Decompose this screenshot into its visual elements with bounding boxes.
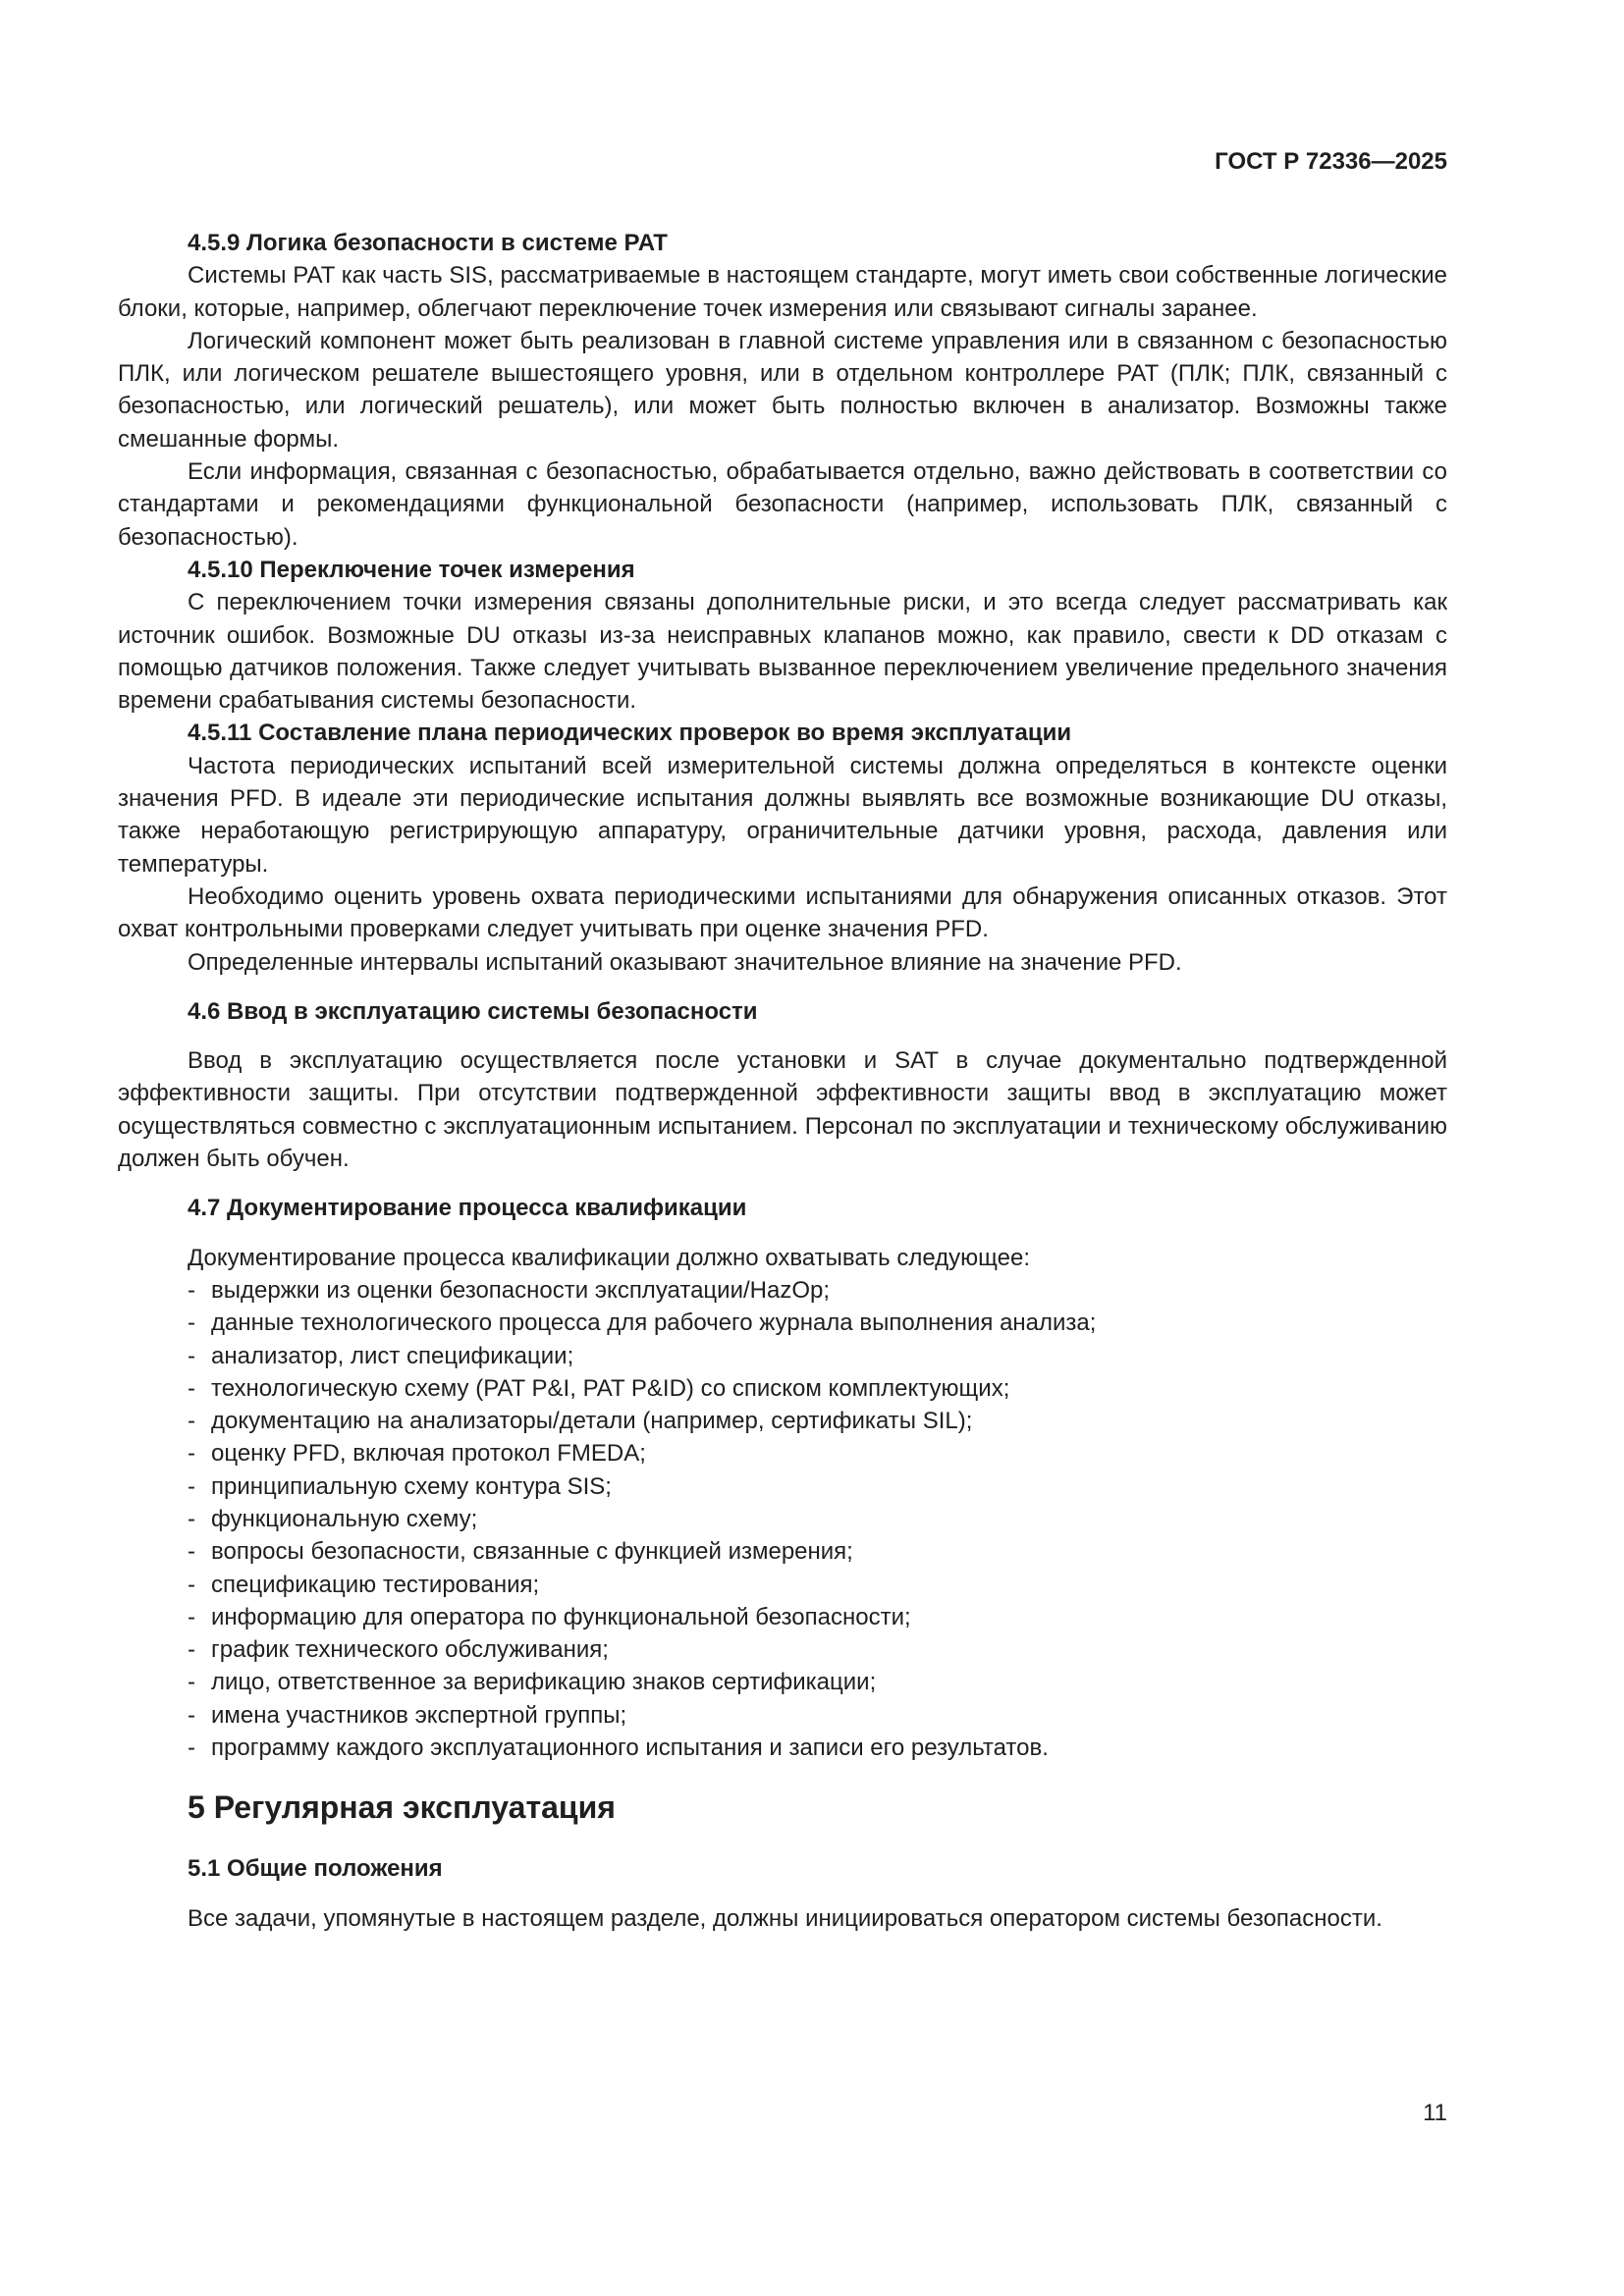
list-item: - выдержки из оценки безопасности эксплуатации/HazOp; bbox=[188, 1274, 1447, 1307]
paragraph: Если информация, связанная с безопасностью, обрабатывается отдельно, важно действовать в соответствии со стандартами и рекомендациями функциональной безопасности (например, использовать ПЛК, связанный с безопасностью). bbox=[118, 458, 1447, 551]
paragraph: Необходимо оценить уровень охвата периодическими испытаниями для обнаружения описанных отказов. Этот охват контрольными проверками следует учитывать при оценке значения PFD. bbox=[118, 882, 1447, 943]
heading-5: 5 Регулярная эксплуатация bbox=[188, 1789, 616, 1826]
list-item: - вопросы безопасности, связанные с функцией измерения; bbox=[188, 1535, 1447, 1568]
list-intro: Документирование процесса квалификации должно охватывать следующее: bbox=[188, 1244, 1030, 1271]
heading-4-6: 4.6 Ввод в эксплуатацию системы безопасности bbox=[188, 997, 758, 1025]
paragraph: Ввод в эксплуатацию осуществляется после установки и SAT в случае документально подтвержденной эффективности защиты. При отсутствии подтвержденной эффективности защиты ввод в эксплуатацию может осуществляться совместно с эксплуатационным испытанием. Персонал по эксплуатации и техническому обслуживанию должен быть обучен. bbox=[118, 1047, 1447, 1173]
list-item: - спецификацию тестирования; bbox=[188, 1569, 1447, 1601]
list-item: - анализатор, лист спецификации; bbox=[188, 1340, 1447, 1372]
heading-4-7: 4.7 Документирование процесса квалификации bbox=[188, 1195, 747, 1222]
list-item: - график технического обслуживания; bbox=[188, 1633, 1447, 1666]
list-item: - программу каждого эксплуатационного испытания и записи его результатов. bbox=[188, 1732, 1447, 1764]
list-item: - оценку PFD, включая протокол FMEDA; bbox=[188, 1437, 1447, 1469]
paragraph: Частота периодических испытаний всей измерительной системы должна определяться в контексте оценки значения PFD. В идеале эти периодические испытания должны выявлять все возможные возникающие DU отказы, также неработающую регистрирующую аппаратуру, ограничительные датчики уровня, расхода, давления или температуры. bbox=[118, 752, 1447, 878]
list-item: - документацию на анализаторы/детали (например, сертификаты SIL); bbox=[188, 1405, 1447, 1437]
standard-id: ГОСТ Р 72336—2025 bbox=[1215, 148, 1447, 175]
documentation-list bbox=[118, 1274, 1447, 1764]
page-number: 11 bbox=[1423, 2100, 1447, 2126]
list-item: - имена участников экспертной группы; bbox=[188, 1699, 1447, 1732]
document-body bbox=[118, 227, 1447, 1935]
heading-4-5-9: 4.5.9 Логика безопасности в системе PAT bbox=[188, 230, 668, 256]
paragraph: Логический компонент может быть реализован в главной системе управления или в связанном с безопасностью ПЛК, или логическом решателе вышестоящего уровня, или в отдельном контроллере PAT (ПЛК; ПЛК, связанный с безопасностью, или логический решатель), или может быть полностью включен в анализатор. Возможны также смешанные формы. bbox=[118, 327, 1447, 453]
paragraph: Системы PAT как часть SIS, рассматриваемые в настоящем стандарте, могут иметь свои собственные логические блоки, которые, например, облегчают переключение точек измерения или связывают сигналы заранее. bbox=[118, 262, 1447, 322]
list-item: - технологическую схему (PAT P&I, PAT P&ID) со списком комплектующих; bbox=[188, 1372, 1447, 1405]
list-item: - информацию для оператора по функциональной безопасности; bbox=[188, 1601, 1447, 1633]
heading-4-5-10: 4.5.10 Переключение точек измерения bbox=[188, 556, 635, 583]
heading-5-1: 5.1 Общие положения bbox=[188, 1855, 443, 1883]
list-item: - лицо, ответственное за верификацию знаков сертификации; bbox=[188, 1666, 1447, 1698]
list-item: - принципиальную схему контура SIS; bbox=[188, 1470, 1447, 1503]
paragraph: С переключением точки измерения связаны дополнительные риски, и это всегда следует рассматривать как источник ошибок. Возможные DU отказы из-за неисправных клапанов можно, как правило, свести к DD отказам с помощью датчиков положения. Также следует учитывать вызванное переключением увеличение предельного значения времени срабатывания системы безопасности. bbox=[118, 589, 1447, 715]
paragraph: Определенные интервалы испытаний оказывают значительное влияние на значение PFD. bbox=[188, 948, 1182, 976]
list-item: - данные технологического процесса для рабочего журнала выполнения анализа; bbox=[188, 1307, 1447, 1339]
list-item: - функциональную схему; bbox=[188, 1503, 1447, 1535]
paragraph: Все задачи, упомянутые в настоящем разделе, должны инициироваться оператором системы безопасности. bbox=[188, 1904, 1382, 1932]
heading-4-5-11: 4.5.11 Составление плана периодических проверок во время эксплуатации bbox=[188, 720, 1072, 747]
